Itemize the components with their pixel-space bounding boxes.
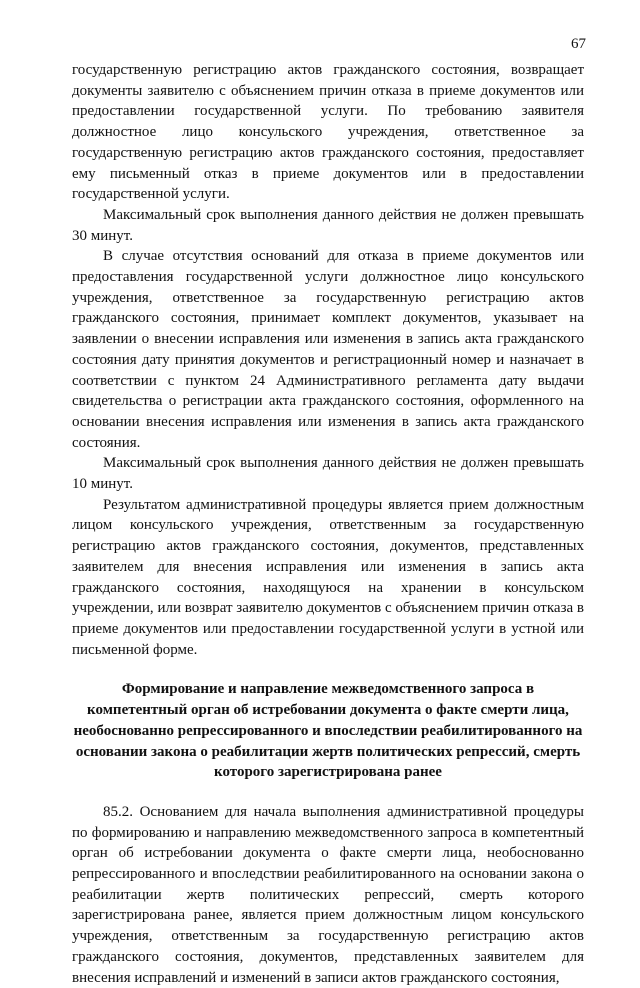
document-body <box>72 60 584 988</box>
section-heading: Формирование и направление межведомственного запроса в компетентный орган об истребовании документа о факте смерти лица, необоснованно репрессированного и впоследствии реабилитированного на основании закона о реабилитации жертв политических репрессий, смерть которого зарегистрирована ранее <box>73 681 583 781</box>
paragraph-85-2: 85.2. Основанием для начала выполнения административной процедуры по формированию и направлению межведомственного запроса в компетентный орган об истребовании документа о факте смерти лица, необоснованно репрессированного и впоследствии реабилитированного на основании закона о реабилитации жертв политических репрессий, смерть которого зарегистрирована ранее, является прием должностным лицом консульского учреждения, ответственным за государственную регистрацию актов гражданского состояния, документов, представленных заявителем для внесения исправлений и изменений в записи актов гражданского состояния, <box>72 803 584 986</box>
paragraph-time-limit-30: Максимальный срок выполнения данного действия не должен превышать 30 минут. <box>72 206 584 244</box>
paragraph-acceptance: В случае отсутствия оснований для отказа в приеме документов или предоставления государственной услуги должностное лицо консульского учреждения, ответственное за государственную регистрацию актов гражданского состояния, принимает комплект документов, указывает на заявлении о внесении исправления или изменения в запись акта гражданского состояния дату принятия документов и регистрационный номер и назначает в соответствии с пунктом 24 Административного регламента дату выдачи свидетельства о регистрации акта гражданского состояния, оформленного на основании внесения исправления или изменения в запись акта гражданского состояния. <box>72 248 584 451</box>
paragraph-time-limit-10: Максимальный срок выполнения данного действия не должен превышать 10 минут. <box>72 455 584 493</box>
paragraph-continuation: государственную регистрацию актов гражданского состояния, возвращает документы заявителю с объяснением причин отказа в приеме документов или предоставлении государственной услуги. По требованию заявителя должностное лицо консульского учреждения, ответственное за государственную регистрацию актов гражданского состояния, предоставляет ему письменный отказ в приеме документов или в предоставлении государственной услуги. <box>72 62 584 203</box>
page-number: 67 <box>571 36 586 52</box>
paragraph-result: Результатом административной процедуры является прием должностным лицом консульского учреждения, ответственным за государственную регистрацию актов гражданского состояния, документов, представленных заявителем для внесения исправления или изменения в запись акта гражданского состояния, находящуюся на хранении в консульском учреждении, или возврат заявителю документов с объяснением причин отказа в приеме документов или предоставлении государственной услуги в устной или письменной форме. <box>72 496 584 658</box>
